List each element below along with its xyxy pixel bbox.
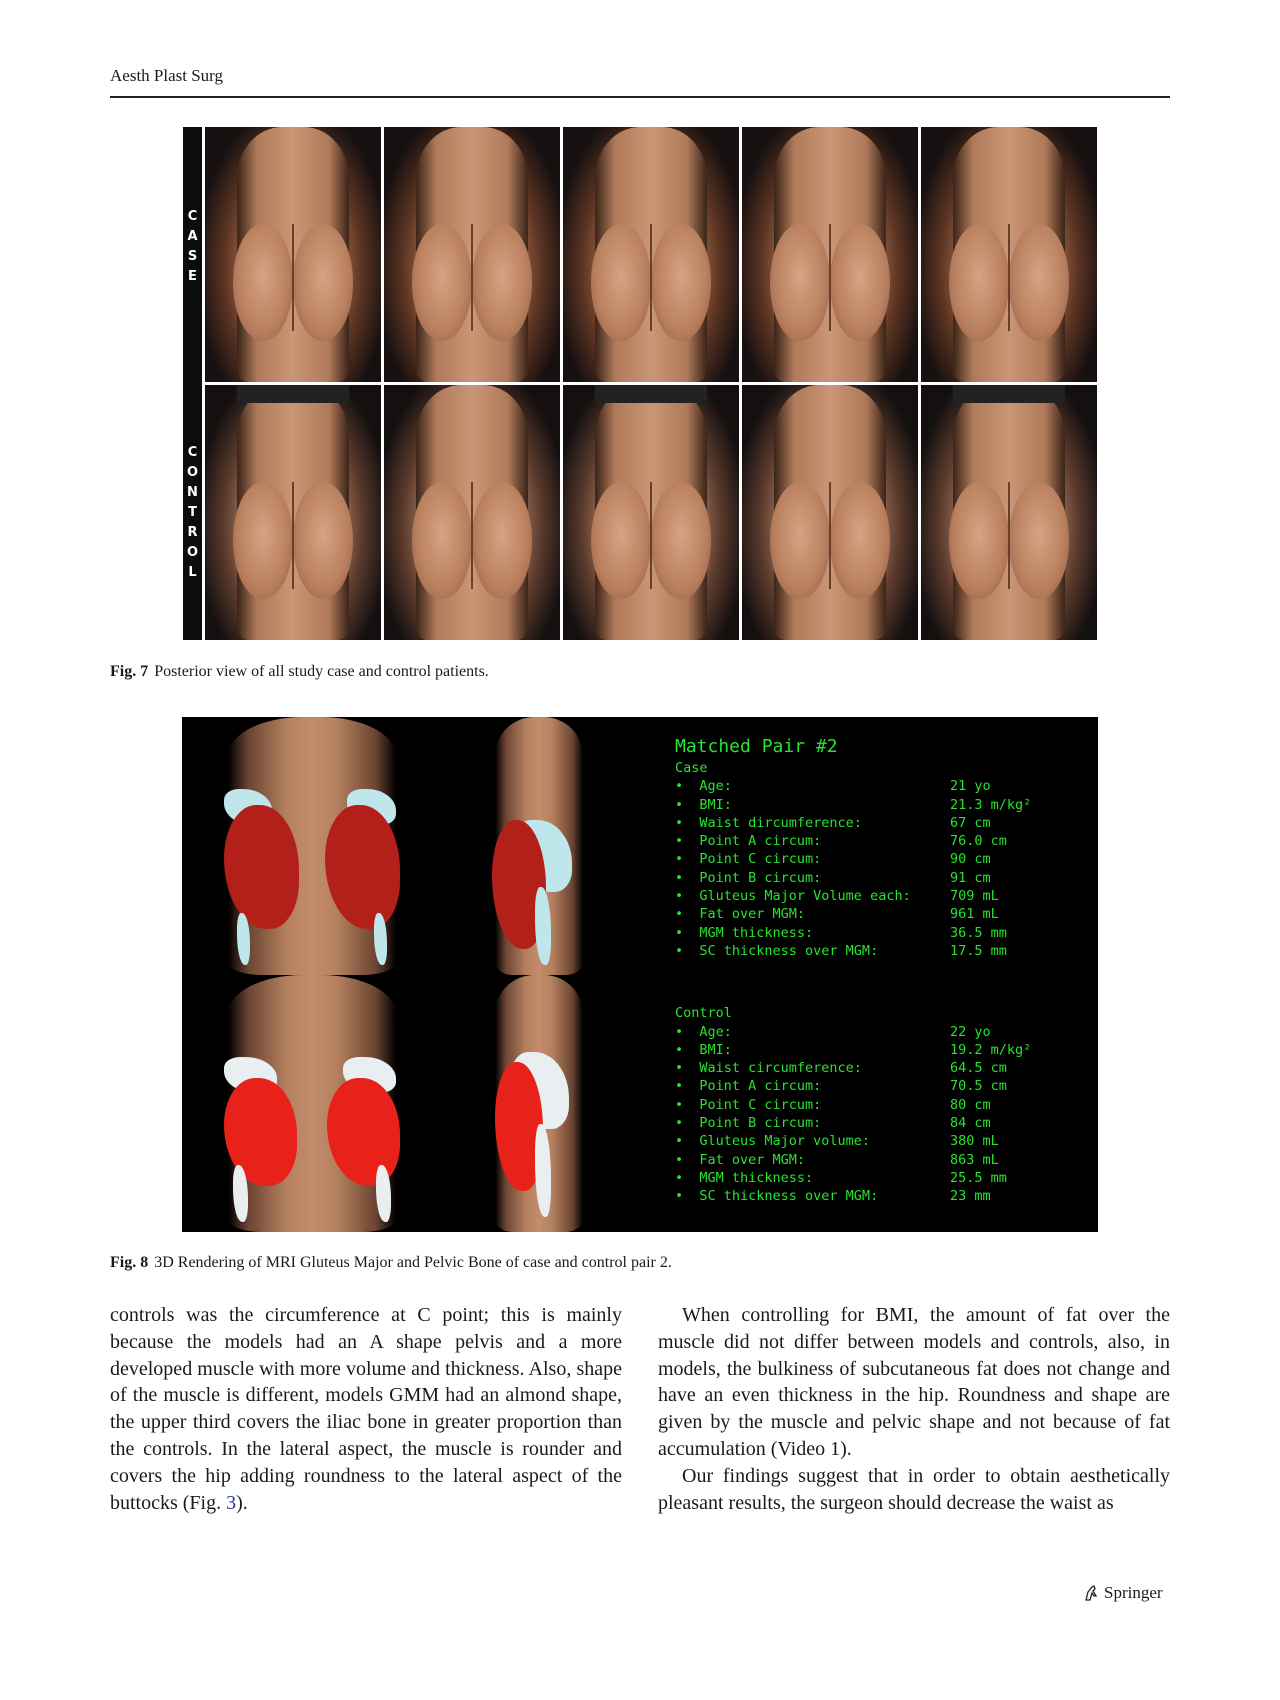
stat-label: • Waist circumference: [675, 1060, 862, 1077]
stat-value: 80 cm [950, 1096, 991, 1113]
stat-row [675, 942, 1095, 960]
stat-value: 23 mm [950, 1188, 991, 1205]
stat-row [675, 777, 1095, 795]
header-rule [110, 96, 1170, 98]
control-photo [205, 385, 381, 640]
control-heading: Control [675, 1005, 732, 1022]
stat-row [675, 850, 1095, 868]
stat-value: 21.3 m/kg² [950, 796, 1032, 813]
row-label-bar [183, 127, 202, 640]
paragraph-text: controls was the circumference at C point; this is mainly because the models had an A shape pelvis and a more developed muscle with more volume and thickness. Also, shape of the muscle is different, models GMM had an almond shape, the upper third covers the iliac bone in greater proportion than the controls. In the lateral aspect, the muscle is rounder and covers the hip adding roundness to the lateral aspect of the buttocks (Fig. [110, 1304, 622, 1514]
stat-label: • Point B circum: [675, 1115, 822, 1132]
paragraph: When controlling for BMI, the amount of fat over the muscle did not differ between models and controls, also, in models, the bulkiness of subcutaneous fat does not change and have an even thickness in the hip. Roundness and shape are given by the muscle and pelvic shape and not because of fat accumulation (Video 1). [658, 1304, 1170, 1460]
stat-label: • Waist dircumference: [675, 814, 862, 831]
stat-label: • Point A circum: [675, 1078, 822, 1095]
stat-row [675, 1023, 1095, 1041]
figure-7-caption [110, 663, 489, 681]
body-column-left [110, 1302, 622, 1516]
stat-label: • Age: [675, 778, 732, 795]
stat-label: • Fat over MGM: [675, 906, 806, 923]
paragraph: Our findings suggest that in order to obtain aesthetically pleasant results, the surgeon should decrease the waist as [658, 1464, 1170, 1514]
stat-row [675, 1114, 1095, 1132]
stat-row [675, 1151, 1095, 1169]
stat-row [675, 1187, 1095, 1205]
publisher-logo [1082, 1583, 1163, 1603]
figure-8 [182, 717, 1098, 1232]
matched-pair-panel [675, 735, 1095, 1206]
case-stats-list [675, 777, 1095, 960]
panel-title: Matched Pair #2 [675, 736, 838, 757]
stat-value: 76.0 cm [950, 833, 1007, 850]
stat-label: • BMI: [675, 796, 732, 813]
figure-8-caption [110, 1254, 672, 1272]
stat-value: 91 cm [950, 869, 991, 886]
control-photo [384, 385, 560, 640]
case-photo [205, 127, 381, 382]
stat-label: • MGM thickness: [675, 924, 814, 941]
stat-value: 21 yo [950, 778, 991, 795]
stat-row [675, 1059, 1095, 1077]
stat-row [675, 1041, 1095, 1059]
stat-value: 64.5 cm [950, 1060, 1007, 1077]
stat-value: 380 mL [950, 1133, 999, 1150]
stat-row [675, 1169, 1095, 1187]
stat-label: • BMI: [675, 1041, 732, 1058]
stat-value: 90 cm [950, 851, 991, 868]
stat-label: • Point A circum: [675, 833, 822, 850]
figure-reference-link[interactable]: 3 [226, 1491, 237, 1514]
control-photo [921, 385, 1097, 640]
figure-8-caption-text: 3D Rendering of MRI Gluteus Major and Pelvic Bone of case and control pair 2. [154, 1254, 672, 1271]
stat-row [675, 905, 1095, 923]
figure-8-label: Fig. 8 [110, 1254, 149, 1271]
figure-7-caption-text: Posterior view of all study case and control patients. [154, 663, 489, 680]
case-photo [742, 127, 918, 382]
stat-value: 863 mL [950, 1151, 999, 1168]
case-photo [384, 127, 560, 382]
stat-value: 961 mL [950, 906, 999, 923]
control-lateral-render [447, 975, 607, 1232]
control-stats-list [675, 1023, 1095, 1206]
stat-value: 19.2 m/kg² [950, 1041, 1032, 1058]
figure-7 [183, 127, 1097, 640]
stat-label: • Fat over MGM: [675, 1151, 806, 1168]
stat-value: 36.5 mm [950, 924, 1007, 941]
stat-value: 67 cm [950, 814, 991, 831]
paragraph-text-end: ). [236, 1491, 248, 1514]
body-column-right [658, 1302, 1170, 1516]
control-row-label: C O N T R O L [186, 445, 199, 580]
control-posterior-render [202, 975, 422, 1232]
control-photo [563, 385, 739, 640]
case-heading: Case [675, 760, 708, 776]
stat-row [675, 796, 1095, 814]
case-photo [921, 127, 1097, 382]
stat-label: • Point C circum: [675, 851, 822, 868]
stat-label: • SC thickness over MGM: [675, 942, 879, 959]
stat-row [675, 1132, 1095, 1150]
stat-value: 25.5 mm [950, 1169, 1007, 1186]
stat-row [675, 869, 1095, 887]
stat-row [675, 814, 1095, 832]
stat-row [675, 924, 1095, 942]
case-row-label: C A S E [187, 209, 198, 284]
stat-label: • Point C circum: [675, 1096, 822, 1113]
control-photo [742, 385, 918, 640]
stat-value: 17.5 mm [950, 942, 1007, 959]
running-header: Aesth Plast Surg [110, 66, 224, 85]
stat-label: • Point B circum: [675, 869, 822, 886]
stat-label: • MGM thickness: [675, 1169, 814, 1186]
case-lateral-render [447, 717, 607, 975]
stat-value: 84 cm [950, 1115, 991, 1132]
stat-label: • Gluteus Major volume: [675, 1133, 871, 1150]
stat-value: 709 mL [950, 888, 999, 905]
stat-value: 70.5 cm [950, 1078, 1007, 1095]
publisher-name: Springer [1104, 1583, 1163, 1602]
stat-row [675, 1077, 1095, 1095]
patient-photo-grid [205, 127, 1097, 640]
case-photo [563, 127, 739, 382]
figure-7-label: Fig. 7 [110, 663, 149, 680]
stat-value: 22 yo [950, 1023, 991, 1040]
stat-row [675, 832, 1095, 850]
stat-label: • Age: [675, 1023, 732, 1040]
springer-horse-icon [1082, 1584, 1100, 1602]
case-posterior-render [202, 717, 422, 975]
stat-label: • SC thickness over MGM: [675, 1188, 879, 1205]
stat-label: • Gluteus Major Volume each: [675, 888, 911, 905]
stat-row [675, 1096, 1095, 1114]
stat-row [675, 887, 1095, 905]
